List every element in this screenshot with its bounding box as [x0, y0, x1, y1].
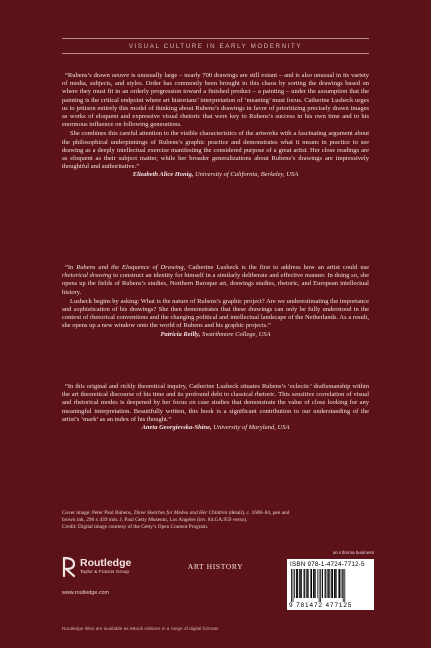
barcode-bar — [299, 569, 300, 598]
barcode-icon — [290, 569, 371, 602]
italic-segment: rhetorical drawing — [62, 272, 112, 280]
barcode-bar — [344, 569, 345, 602]
text-segment: is unusually large – nearly 700 drawings are still extant – and is also unusual in its variety of media, subjects, and styles. Order has commonly been brought to this chaos by sorting the drawings based on where they must fit in an orderly progression toward a finished product – a painting – under the assumption that the painting is the critical endpoint where art historians’ interpretation of ‘meaning’ must focus. Catherine Lusheck urges us to jettison entirely this model of thinking about Rubens’s drawings in favor of prioritizing precisely drawn images as works of eloquent and expressive visual rhetoric that were key to Rubens’s success in his own time and to his enormous influence on following generations. — [62, 72, 370, 129]
endorsement-1-paragraph-1 — [62, 72, 369, 129]
cover-image-credits — [62, 510, 372, 531]
isbn-number: ISBN 978-1-4724-7712-5 — [290, 561, 365, 568]
barcode-bar — [335, 569, 336, 598]
endorsement-2-attribution — [62, 331, 369, 339]
artwork-title: Three Sketches for Medea and Her Children — [133, 510, 228, 516]
credit-line-2: brown ink, 296 x 439 mm. J. Paul Getty Museum, Los Angeles (inv. 84.GA.959 verso). — [62, 517, 248, 524]
barcode-bar — [311, 569, 312, 598]
barcode-bar — [317, 569, 318, 598]
barcode-bar — [297, 569, 298, 598]
publisher-name: Routledge — [80, 557, 132, 569]
credit-line-3: Credit: Digital image courtesy of the Getty’s Open Content Program. — [62, 524, 209, 531]
subject-category: ART HISTORY — [187, 562, 244, 571]
endorsement-1-attribution — [62, 171, 369, 179]
text-segment: Catherine Lusheck is the first to address how an artist could use — [185, 264, 369, 271]
text-segment: “In — [65, 264, 77, 271]
barcode-bar — [304, 569, 305, 598]
barcode-bar — [293, 569, 294, 602]
text-segment: Lusheck begins by asking: What is the nature of Rubens’s graphic project? Are we underestimating the importance and sophistication of his drawings? She then demonstrates that these drawings can only be fully understood in the context of rhetorical conventions and the changing political and intellectual landscape of the Netherlands. As a result, she opens up a new window onto the world of Rubens and his graphic projects.” — [62, 297, 369, 330]
barcode-bar — [339, 569, 340, 598]
endorser-affiliation: Swarthmore College, USA — [200, 330, 271, 338]
barcode-bar — [296, 569, 297, 598]
endorsement-1-paragraph-2 — [62, 130, 369, 171]
series-rule — [62, 53, 369, 54]
endorser-affiliation: University of California, Berkeley, USA — [193, 171, 299, 179]
endorsement-3-attribution — [62, 424, 369, 432]
barcode-bar — [343, 569, 344, 602]
barcode-bar — [320, 569, 321, 602]
endorser-name: Elizabeth Alice Honig, — [132, 171, 194, 179]
barcode-bar — [327, 569, 328, 598]
italic-segment: oeuvre — [111, 72, 130, 79]
barcode-bar — [331, 569, 332, 598]
barcode-bar — [319, 569, 320, 602]
barcode-bar — [294, 569, 295, 598]
barcode-bar — [332, 569, 333, 598]
routledge-logo-icon — [62, 556, 76, 578]
barcode-bar — [342, 569, 343, 598]
barcode-bar — [291, 569, 292, 602]
text-segment: She combines this careful attention to the visible characteristics of the artworks with a fascinating argument about the philosophical underpinnings of Rubens’s graphic practice and demonstrates what it means in practice to see drawing as a deeply intellectual exercise manifesting the considered purpose of a great artist. Her close readings are as eloquent as their subject matter, while her broader generalizations about Rubens’s drawings are impressively thoughtful and authoritative.” — [62, 130, 369, 171]
barcode-bar — [322, 569, 323, 598]
endorsement-2 — [62, 264, 369, 339]
barcode-bar — [308, 569, 309, 598]
endorsement-3 — [62, 383, 369, 432]
isbn-barcode-box — [287, 550, 374, 610]
barcode-digits: 9 781472 477125 — [289, 602, 353, 609]
barcode-bar — [338, 569, 339, 598]
endorsement-3-paragraph-1 — [62, 383, 369, 424]
endorser-name: Aneta Georgievska-Shine, — [141, 424, 212, 432]
publisher-logo — [62, 556, 192, 582]
barcode-bar — [325, 569, 326, 598]
endorsement-1 — [62, 72, 369, 180]
barcode-bar — [313, 569, 314, 598]
series-title: VISUAL CULTURE IN EARLY MODERNITY — [128, 43, 303, 50]
barcode-bar — [334, 569, 335, 598]
text-segment: “Rubens’s drawn — [65, 72, 112, 79]
barcode-bar — [306, 569, 307, 598]
informa-tag: an informa business — [332, 550, 374, 555]
credit-prefix: Cover image: Peter Paul Rubens, — [62, 510, 134, 516]
barcode-bar — [300, 569, 301, 598]
barcode-bar — [304, 569, 305, 598]
text-segment: “In this original and richly theoretical inquiry, Catherine Lusheck situates Rubens’s ‘eclectic’ draftsmanship within the art theoretical discourse of his time and its profound debt to classical rhetoric. This sensitive correlation of visual and rhetorical modes is deepened by her focus on case studies that demonstrate the value of close looking for any meaningful interpretation. Beautifully written, this book is a significant contribution to our understanding of the artist’s ‘mark’ as an index of his thought.” — [62, 383, 369, 423]
endorsement-2-paragraph-2 — [62, 298, 369, 331]
barcode-bar — [329, 569, 330, 598]
ebook-note: Routledge titles are available as eBook editions in a range of digital formats — [62, 626, 219, 631]
barcode-bar — [325, 569, 326, 598]
publisher-website: www.routledge.com — [62, 590, 110, 596]
italic-segment: Rubens and the Eloquence of Drawing, — [76, 264, 186, 271]
publisher-group: Taylor & Francis Group — [80, 570, 130, 575]
endorser-name: Patricia Reilly, — [160, 330, 201, 338]
text-segment: to construct an identity for himself in a similarly deliberate and effective manner. In doing so, she opens up the fields of Rubens’s studies, Northern Baroque art, drawings studies, rhetoric, and European intellectual history. — [62, 272, 369, 296]
barcode-bar — [314, 569, 315, 598]
endorser-affiliation: University of Maryland, USA — [211, 424, 290, 432]
endorsement-2-paragraph-1 — [62, 264, 369, 297]
credit-suffix: (detail), c. 1600–04, pen and — [227, 510, 290, 516]
barcode-bar — [310, 569, 311, 598]
top-rule — [62, 38, 369, 39]
